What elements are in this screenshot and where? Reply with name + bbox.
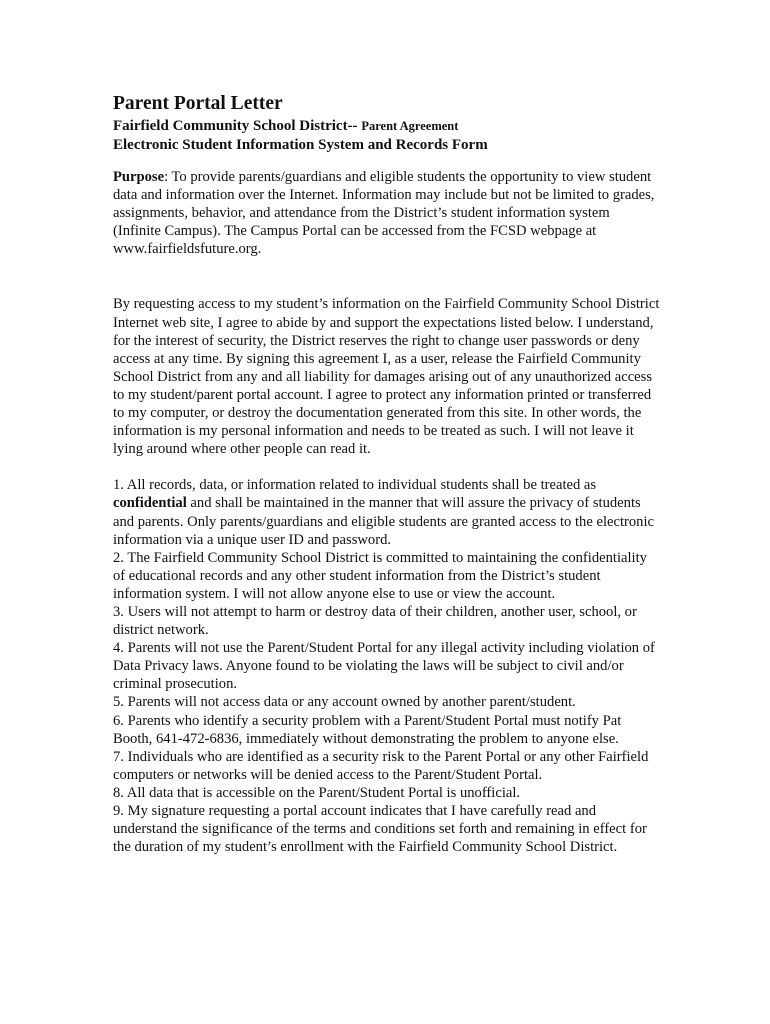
rule-item-9: 9. My signature requesting a portal account indicates that I have carefully read and understand the significance of the terms and conditions set forth and remaining in effect for the duration of my student’s enrollment with the Fairfield Community School District. bbox=[113, 803, 647, 856]
rule-item-7: 7. Individuals who are identified as a security risk to the Parent Portal or any other Fairfield computers or networks will be denied access to the Parent/Student Portal. bbox=[113, 748, 649, 783]
rules-list bbox=[113, 476, 661, 856]
rule-item-3: 3. Users will not attempt to harm or destroy data of their children, another user, school, or district network. bbox=[113, 603, 637, 639]
rule-item-8: 8. All data that is accessible on the Parent/Student Portal is unofficial. bbox=[113, 784, 521, 801]
agreement-label: Parent Agreement bbox=[361, 119, 459, 133]
rule-item-6: 6. Parents who identify a security problem with a Parent/Student Portal must notify Pat Booth, 641-472-6836, immediately without demonstrating the problem to anyone else. bbox=[113, 712, 622, 747]
purpose-text: : To provide parents/guardians and eligible students the opportunity to view student data and information over the Internet. Information may include but not be limited to grades, assignments, behavior, and attendance from the District’s student information system (Infinite Campus). The Campus Portal can be accessed from the FCSD webpage at www.fairfieldsfuture.org. bbox=[113, 169, 655, 258]
document-title: Parent Portal Letter bbox=[113, 93, 283, 114]
rule-item-4: 4. Parents will not use the Parent/Student Portal for any illegal activity including violation of Data Privacy laws. Anyone found to be violating the laws will be subject to civil and/or criminal prosecution. bbox=[113, 640, 655, 693]
district-name: Fairfield Community School District-- bbox=[113, 118, 362, 134]
rule-item-2: 2. The Fairfield Community School District is committed to maintaining the confidentiality of educational records and any other student information from the District’s student information system. I will not allow anyone else to use or view the account. bbox=[113, 549, 647, 602]
agreement-paragraph: By requesting access to my student’s information on the Fairfield Community School District Internet web site, I agree to abide by and support the expectations listed below. I understand, for the interest of security, the District reserves the right to change user passwords or deny access at any time. By signing this agreement I, as a user, release the Fairfield Community School District from any and all liability for damages arising out of any unauthorized access to my student/parent portal account. I agree to protect any information printed or transferred to my computer, or destroy the documentation generated from this site. In other words, the information is my personal information and needs to be treated as such. I will not leave it lying around where other people can read it. bbox=[113, 296, 660, 458]
document-page bbox=[113, 92, 661, 856]
rule-item-1-text-a: 1. All records, data, or information related to individual students shall be treated as bbox=[113, 477, 597, 494]
rule-item-5: 5. Parents will not access data or any account owned by another parent/student. bbox=[113, 694, 576, 711]
rule-item-1 bbox=[113, 476, 661, 548]
form-name: Electronic Student Information System and Records Form bbox=[113, 137, 488, 153]
purpose-label: Purpose bbox=[113, 169, 165, 185]
purpose-paragraph bbox=[113, 168, 661, 258]
rule-item-1-text-b: and shall be maintained in the manner that will assure the privacy of students and parents. Only parents/guardians and eligible students are granted access to the electronic information via a unique user ID and password. bbox=[113, 495, 654, 548]
confidential-emphasis: confidential bbox=[113, 495, 187, 512]
document-subtitle bbox=[113, 117, 661, 136]
